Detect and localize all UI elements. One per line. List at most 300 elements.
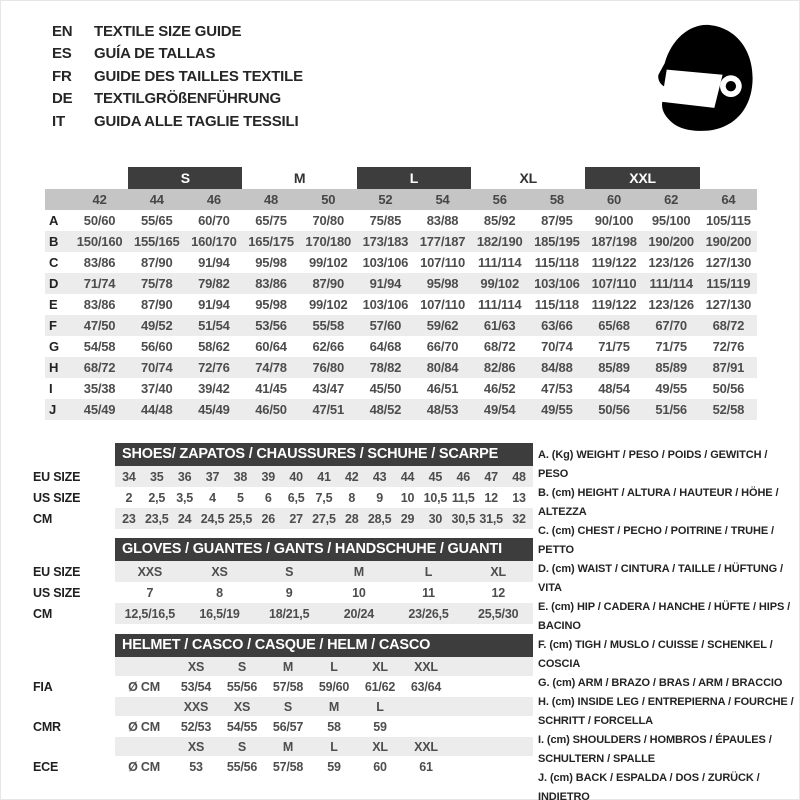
measurement-cell: 50/60: [83, 213, 116, 228]
helmet-table: [33, 634, 533, 777]
size-group-cell: [357, 166, 471, 189]
legend-unit: (cm): [552, 677, 578, 689]
measurement-cell: 82/86: [471, 357, 528, 378]
language-row: [52, 20, 303, 43]
measurement-cell: 85/89: [643, 357, 700, 378]
row-letter: C: [49, 255, 59, 270]
measurement-cell: 61/63: [471, 315, 528, 336]
value-cell: M: [353, 564, 364, 579]
row-values: [115, 716, 533, 737]
legend-unit: (cm): [551, 601, 577, 613]
legend-key: J.: [538, 772, 550, 784]
bar-spacer: [33, 538, 115, 561]
measurement-cell: 46/51: [426, 381, 459, 396]
size-group-cell: [471, 166, 585, 189]
value-cell: 60: [373, 759, 387, 774]
size-group-cell: [700, 166, 757, 189]
value-cell: 12: [491, 585, 505, 600]
value-cell: XS: [187, 739, 205, 754]
value-cell: 53: [189, 759, 203, 774]
row-values: [115, 466, 533, 487]
legend-text: WEIGHT / PESO / POIDS / GEWITCH / PESO: [538, 449, 768, 480]
gloves-table-row: [33, 582, 533, 603]
legend-text: HIP / CADERA / HANCHE / HÜFTE / HIPS / BACINO: [538, 601, 791, 632]
legend-text: ARM / BRAZO / BRAS / ARM / BRACCIO: [577, 677, 783, 689]
measurement-row: [45, 357, 757, 378]
legend-key: D.: [538, 563, 552, 575]
value-cell: 8: [216, 585, 223, 600]
value-cell: 23: [122, 511, 136, 526]
language-title: GUÍA DE TALLAS: [94, 45, 216, 63]
measurement-cell: 87/95: [541, 213, 573, 228]
row-values: [115, 561, 533, 582]
bar-spacer: [33, 443, 115, 466]
row-letter: B: [45, 231, 71, 252]
measurement-cell: 60/70: [198, 213, 230, 228]
size-group-label: XXL: [585, 167, 699, 189]
value-cell: 11: [422, 585, 435, 600]
measurement-cell: 45/49: [185, 399, 242, 420]
value-cell: XS: [211, 564, 228, 579]
value-cell: 42: [345, 469, 359, 484]
measurement-cell: 68/72: [483, 339, 516, 354]
size-number-cell: 60: [585, 189, 642, 210]
measurement-cell: 111/114: [477, 255, 522, 270]
size-number-cell: 44: [128, 189, 185, 210]
size-number-row: [45, 189, 757, 210]
measurement-row: [45, 336, 757, 357]
language-code: IT: [52, 112, 65, 130]
measurement-cell: 70/74: [128, 357, 185, 378]
size-group-cell: [128, 166, 242, 189]
measurement-row: [45, 231, 757, 252]
measurement-cell: 90/100: [594, 213, 634, 228]
size-group-cell: [585, 166, 699, 189]
measurement-cell: 177/187: [414, 231, 471, 252]
helmet-sizes-row: [33, 657, 533, 676]
value-cell: S: [283, 699, 293, 714]
measurement-cell: 91/94: [198, 297, 230, 312]
value-cell: 16,5/19: [199, 606, 240, 621]
row-letter: J: [45, 399, 71, 420]
value-cell: M: [328, 699, 340, 714]
legend-text: SHOULDERS / HOMBROS / ÉPAULES / SCHULTERN / SPALLE: [538, 734, 772, 765]
measurement-cell: 66/70: [426, 339, 459, 354]
legend-key: H.: [538, 696, 552, 708]
row-letter: H: [45, 357, 71, 378]
measurement-cell: 105/115: [705, 213, 751, 228]
measurement-cell: 70/74: [541, 339, 573, 354]
size-number-cell: 58: [528, 189, 585, 210]
value-cell: 54/55: [226, 719, 258, 734]
legend-key: F.: [538, 639, 550, 651]
measurement-cell: 119/122: [591, 297, 637, 312]
measurement-cell: 63/66: [528, 315, 585, 336]
value-cell: 41: [317, 469, 331, 484]
measurement-row: [45, 315, 757, 336]
value-cell: L: [424, 564, 433, 579]
value-cell: 59: [373, 719, 387, 734]
value-cell: 31,5: [479, 511, 503, 526]
measurement-cell: 71/74: [71, 273, 128, 294]
value-cell: 10: [352, 585, 366, 600]
size-number-cell: 62: [643, 189, 700, 210]
measurement-cell: 48/52: [357, 399, 414, 420]
measurement-cell: 68/72: [700, 315, 757, 336]
value-cell: 24: [177, 511, 192, 526]
measurement-cell: 99/102: [308, 255, 348, 270]
value-cell: 26: [261, 511, 275, 526]
measurement-cell: 87/91: [700, 357, 757, 378]
row-label: [33, 657, 115, 676]
value-cell: 37: [205, 469, 220, 484]
measurement-row: [45, 399, 757, 420]
value-cell: XS: [187, 659, 205, 674]
language-row: [52, 110, 303, 133]
measurement-cell: 75/78: [128, 273, 185, 294]
measurement-cell: 187/198: [585, 231, 642, 252]
measurement-cell: 45/49: [71, 399, 128, 420]
value-cell: 55/56: [226, 679, 258, 694]
measurement-cell: 46/52: [483, 381, 516, 396]
value-cell: 24,5: [200, 511, 225, 526]
measurement-row: [45, 378, 757, 399]
corner-cell: [45, 166, 71, 189]
value-cell: 23/26,5: [408, 606, 449, 621]
measurement-cell: 49/55: [655, 381, 687, 396]
size-table-header: [45, 166, 757, 210]
measurement-cell: 95/98: [255, 255, 287, 270]
legend-key: B.: [538, 487, 552, 499]
shoes-table-title: SHOES/ ZAPATOS / CHAUSSURES / SCHUHE / SCARPE: [115, 443, 533, 466]
measurement-cell: 46/50: [242, 399, 299, 420]
measurement-cell: 115/118: [534, 297, 579, 312]
value-cell: 3,5: [176, 490, 194, 505]
legend-text: INSIDE LEG / ENTREPIERNA / FOURCHE / SCHRITT / FORCELLA: [538, 696, 794, 727]
language-code: ES: [52, 45, 72, 63]
value-cell: 27: [289, 511, 303, 526]
value-cell: 32: [512, 511, 526, 526]
value-cell: 28: [345, 511, 359, 526]
size-number-cell: 56: [471, 189, 528, 210]
measurement-cell: 119/122: [591, 255, 637, 270]
measurement-cell: 47/50: [71, 315, 128, 336]
measurement-cell: 55/65: [140, 213, 173, 228]
value-cell: 57/58: [272, 679, 304, 694]
measurement-cell: 79/82: [185, 273, 242, 294]
row-label: ECE: [33, 759, 59, 774]
measurement-cell: 75/85: [369, 213, 402, 228]
measurement-cell: 52/58: [700, 399, 757, 420]
measurement-cell: 70/80: [312, 213, 344, 228]
value-cell: 35: [150, 469, 164, 484]
measurement-cell: 64/68: [369, 339, 402, 354]
measurement-cell: 107/110: [585, 273, 642, 294]
helmet-sizes-row: [33, 737, 533, 756]
value-cell: 38: [233, 469, 248, 484]
measurement-cell: 111/114: [643, 273, 700, 294]
measurement-cell: 35/38: [83, 381, 116, 396]
value-cell: 30: [428, 511, 443, 526]
measurement-cell: 54/58: [83, 339, 116, 354]
measurement-cell: 65/68: [585, 315, 642, 336]
value-cell: 30,5: [451, 511, 475, 526]
size-group-label: L: [357, 167, 471, 189]
value-cell: 10: [400, 490, 415, 505]
legend-key: A.: [538, 449, 552, 461]
measurement-cell: 53/56: [242, 315, 299, 336]
shoes-table-row: [33, 487, 533, 508]
value-cell: 34: [122, 469, 136, 484]
section-gap: [33, 624, 533, 634]
row-letter: F: [45, 315, 71, 336]
row-values: [115, 657, 533, 676]
measurement-cell: 60/64: [255, 339, 287, 354]
measurement-cell: 87/90: [140, 297, 173, 312]
language-code: FR: [52, 67, 72, 85]
helmet-values-row: [33, 756, 533, 777]
measurement-cell: 182/190: [471, 231, 528, 252]
legend-item: [538, 560, 798, 598]
measurement-cell: 48/53: [414, 399, 471, 420]
value-cell: 5: [236, 490, 244, 505]
legend-text: CHEST / PECHO / POITRINE / TRUHE / PETTO: [538, 525, 775, 556]
measurement-cell: 49/55: [528, 399, 585, 420]
row-values: [115, 756, 533, 777]
language-code: DE: [52, 90, 73, 108]
size-number-cell: 64: [700, 189, 757, 210]
value-cell: XL: [372, 739, 388, 754]
value-cell: S: [285, 564, 294, 579]
legend-unit: (cm): [546, 734, 573, 746]
value-cell: 58: [327, 719, 341, 734]
value-cell: 12: [484, 490, 498, 505]
measurement-cell: 190/200: [643, 231, 700, 252]
measurement-cell: 72/76: [185, 357, 242, 378]
shoes-table-row: [33, 508, 533, 529]
legend-text: BACK / ESPALDA / DOS / ZURÜCK / INDIETRO: [538, 772, 760, 800]
legend-item: [538, 598, 798, 636]
measurement-cell: 115/118: [534, 255, 579, 270]
helmet-values-row: [33, 716, 533, 737]
measurement-cell: 107/110: [420, 255, 465, 270]
size-number-corner: [45, 189, 71, 210]
row-letter: A: [49, 213, 59, 228]
size-group-cell: [71, 166, 128, 189]
measurement-cell: 57/60: [357, 315, 414, 336]
measurement-cell: 99/102: [471, 273, 528, 294]
measurement-cell: 95/100: [651, 213, 691, 228]
measurement-cell: 72/76: [712, 339, 745, 354]
row-letter: D: [45, 273, 71, 294]
measurement-cell: 85/92: [483, 213, 516, 228]
subtables: [33, 443, 533, 777]
measurement-cell: 87/90: [140, 255, 173, 270]
legend-unit: (cm): [551, 563, 578, 575]
value-cell: 23,5: [145, 511, 169, 526]
measurement-cell: 99/102: [308, 297, 348, 312]
measurement-cell: 103/106: [528, 273, 585, 294]
value-cell: 43: [372, 469, 387, 484]
section-gap: [33, 529, 533, 538]
size-group-label: S: [128, 167, 242, 189]
value-cell: 59: [327, 759, 341, 774]
value-cell: 45: [428, 469, 443, 484]
measurement-cell: 43/47: [312, 381, 344, 396]
value-cell: 9: [285, 585, 293, 600]
gloves-title-row: [33, 538, 533, 561]
legend-item: [538, 674, 798, 693]
measurement-cell: 41/45: [255, 381, 287, 396]
measurement-cell: 87/90: [300, 273, 357, 294]
helmet-title-row: [33, 634, 533, 657]
row-values: [115, 737, 533, 756]
measurement-cell: 165/175: [242, 231, 299, 252]
value-cell: 2: [125, 490, 133, 505]
language-row: [52, 65, 303, 88]
measurement-cell: 155/165: [128, 231, 185, 252]
value-cell: 61: [419, 759, 433, 774]
measurement-row: [45, 252, 757, 273]
value-cell: 13: [512, 490, 526, 505]
value-cell: 27,5: [312, 511, 336, 526]
value-cell: 56/57: [272, 719, 304, 734]
row-label: US SIZE: [33, 490, 81, 505]
measurement-cell: 103/106: [362, 297, 409, 312]
value-cell: XXL: [414, 739, 438, 754]
value-cell: 61/62: [364, 679, 396, 694]
measurement-cell: 44/48: [128, 399, 185, 420]
measurement-cell: 127/130: [705, 297, 752, 312]
row-label: CM: [33, 511, 53, 526]
value-cell: 57/58: [272, 759, 304, 774]
measurement-cell: 65/75: [255, 213, 287, 228]
value-cell: 7,5: [315, 490, 333, 505]
value-cell: 55/56: [226, 759, 258, 774]
legend-unit: (cm): [551, 525, 578, 537]
value-cell: 18/21,5: [269, 606, 310, 621]
value-cell: XL: [490, 564, 506, 579]
measurement-cell: 80/84: [414, 357, 471, 378]
legend-key: E.: [538, 601, 552, 613]
legend-item: [538, 484, 798, 522]
language-title: TEXTILE SIZE GUIDE: [94, 22, 242, 40]
value-cell: 28,5: [367, 511, 392, 526]
value-cell: 4: [209, 490, 216, 505]
value-cell: 9: [376, 490, 384, 505]
value-cell: 6,5: [287, 490, 305, 505]
value-cell: 59/60: [318, 679, 350, 694]
measurement-cell: 49/54: [471, 399, 528, 420]
row-label: EU SIZE: [33, 469, 81, 484]
value-cell: 6: [264, 490, 272, 505]
measurement-row: [45, 273, 757, 294]
measurement-row: [45, 210, 757, 231]
value-cell: 2,5: [148, 490, 166, 505]
helmet-visor: [662, 70, 723, 108]
value-cell: L: [376, 699, 384, 714]
legend-item: [538, 522, 798, 560]
gloves-table: [33, 538, 533, 624]
measurement-cell: 56/60: [140, 339, 173, 354]
size-number-cell: 46: [185, 189, 242, 210]
row-values: [115, 582, 533, 603]
row-values: [115, 603, 533, 624]
measurement-row: [45, 294, 757, 315]
value-cell: XXS: [137, 564, 163, 579]
value-cell: 36: [177, 469, 192, 484]
helmet-icon: [648, 22, 762, 140]
helmet-table-title: HELMET / CASCO / CASQUE / HELM / CASCO: [115, 634, 533, 657]
value-cell: 39: [261, 469, 275, 484]
row-label: CM: [33, 606, 53, 621]
value-cell: M: [282, 739, 294, 754]
measurement-cell: 51/56: [643, 399, 700, 420]
measurement-cell: 68/72: [71, 357, 128, 378]
row-label: FIA: [33, 679, 53, 694]
legend-text: HEIGHT / ALTURA / HAUTEUR / HÖHE / ALTEZZA: [538, 487, 779, 518]
value-cell: 25,5/30: [478, 606, 519, 621]
value-cell: 46: [456, 469, 470, 484]
measurement-cell: 83/88: [426, 213, 459, 228]
value-cell: 29: [400, 511, 415, 526]
measurement-cell: 39/42: [198, 381, 230, 396]
value-cell: 44: [400, 469, 415, 484]
row-label: CMR: [33, 719, 61, 734]
measurement-cell: 74/78: [242, 357, 299, 378]
value-cell: 20/24: [343, 606, 374, 621]
value-cell: S: [237, 659, 247, 674]
value-cell: 47: [484, 469, 498, 484]
measurement-cell: 45/50: [369, 381, 402, 396]
language-code: EN: [52, 22, 73, 40]
measurement-cell: 67/70: [643, 315, 700, 336]
measurement-cell: 95/98: [414, 273, 471, 294]
measurement-cell: 160/170: [185, 231, 242, 252]
language-title: TEXTILGRÖßENFÜHRUNG: [94, 90, 282, 108]
diameter-label-cell: Ø CM: [128, 719, 160, 734]
value-cell: XL: [372, 659, 388, 674]
value-cell: 52/53: [180, 719, 212, 734]
measurement-cell: 127/130: [705, 255, 752, 270]
value-cell: 11,5: [451, 490, 475, 505]
measurement-cell: 62/66: [312, 339, 344, 354]
legend-item: [538, 636, 798, 674]
language-title: GUIDE DES TAILLES TEXTILE: [94, 67, 303, 85]
legend-unit: (cm): [549, 772, 576, 784]
legend-item: [538, 693, 798, 731]
row-letter: G: [49, 339, 59, 354]
measurement-cell: 76/80: [300, 357, 357, 378]
legend-key: C.: [538, 525, 552, 537]
legend-item: [538, 769, 798, 800]
size-number-cell: 52: [357, 189, 414, 210]
value-cell: 10,5: [423, 490, 448, 505]
value-cell: L: [330, 739, 338, 754]
size-group-row: [45, 166, 757, 189]
legend-unit: (Kg): [551, 449, 577, 461]
language-list: [52, 20, 303, 133]
measurement-cell: 50/56: [712, 381, 745, 396]
value-cell: 40: [289, 469, 303, 484]
measurement-cell: 49/52: [128, 315, 185, 336]
value-cell: L: [330, 659, 338, 674]
legend-text: WAIST / CINTURA / TAILLE / HÜFTUNG / VITA: [538, 563, 783, 594]
legend-key: I.: [538, 734, 547, 746]
value-cell: XS: [233, 699, 251, 714]
measurement-cell: 58/62: [198, 339, 230, 354]
shoes-table: [33, 443, 533, 529]
